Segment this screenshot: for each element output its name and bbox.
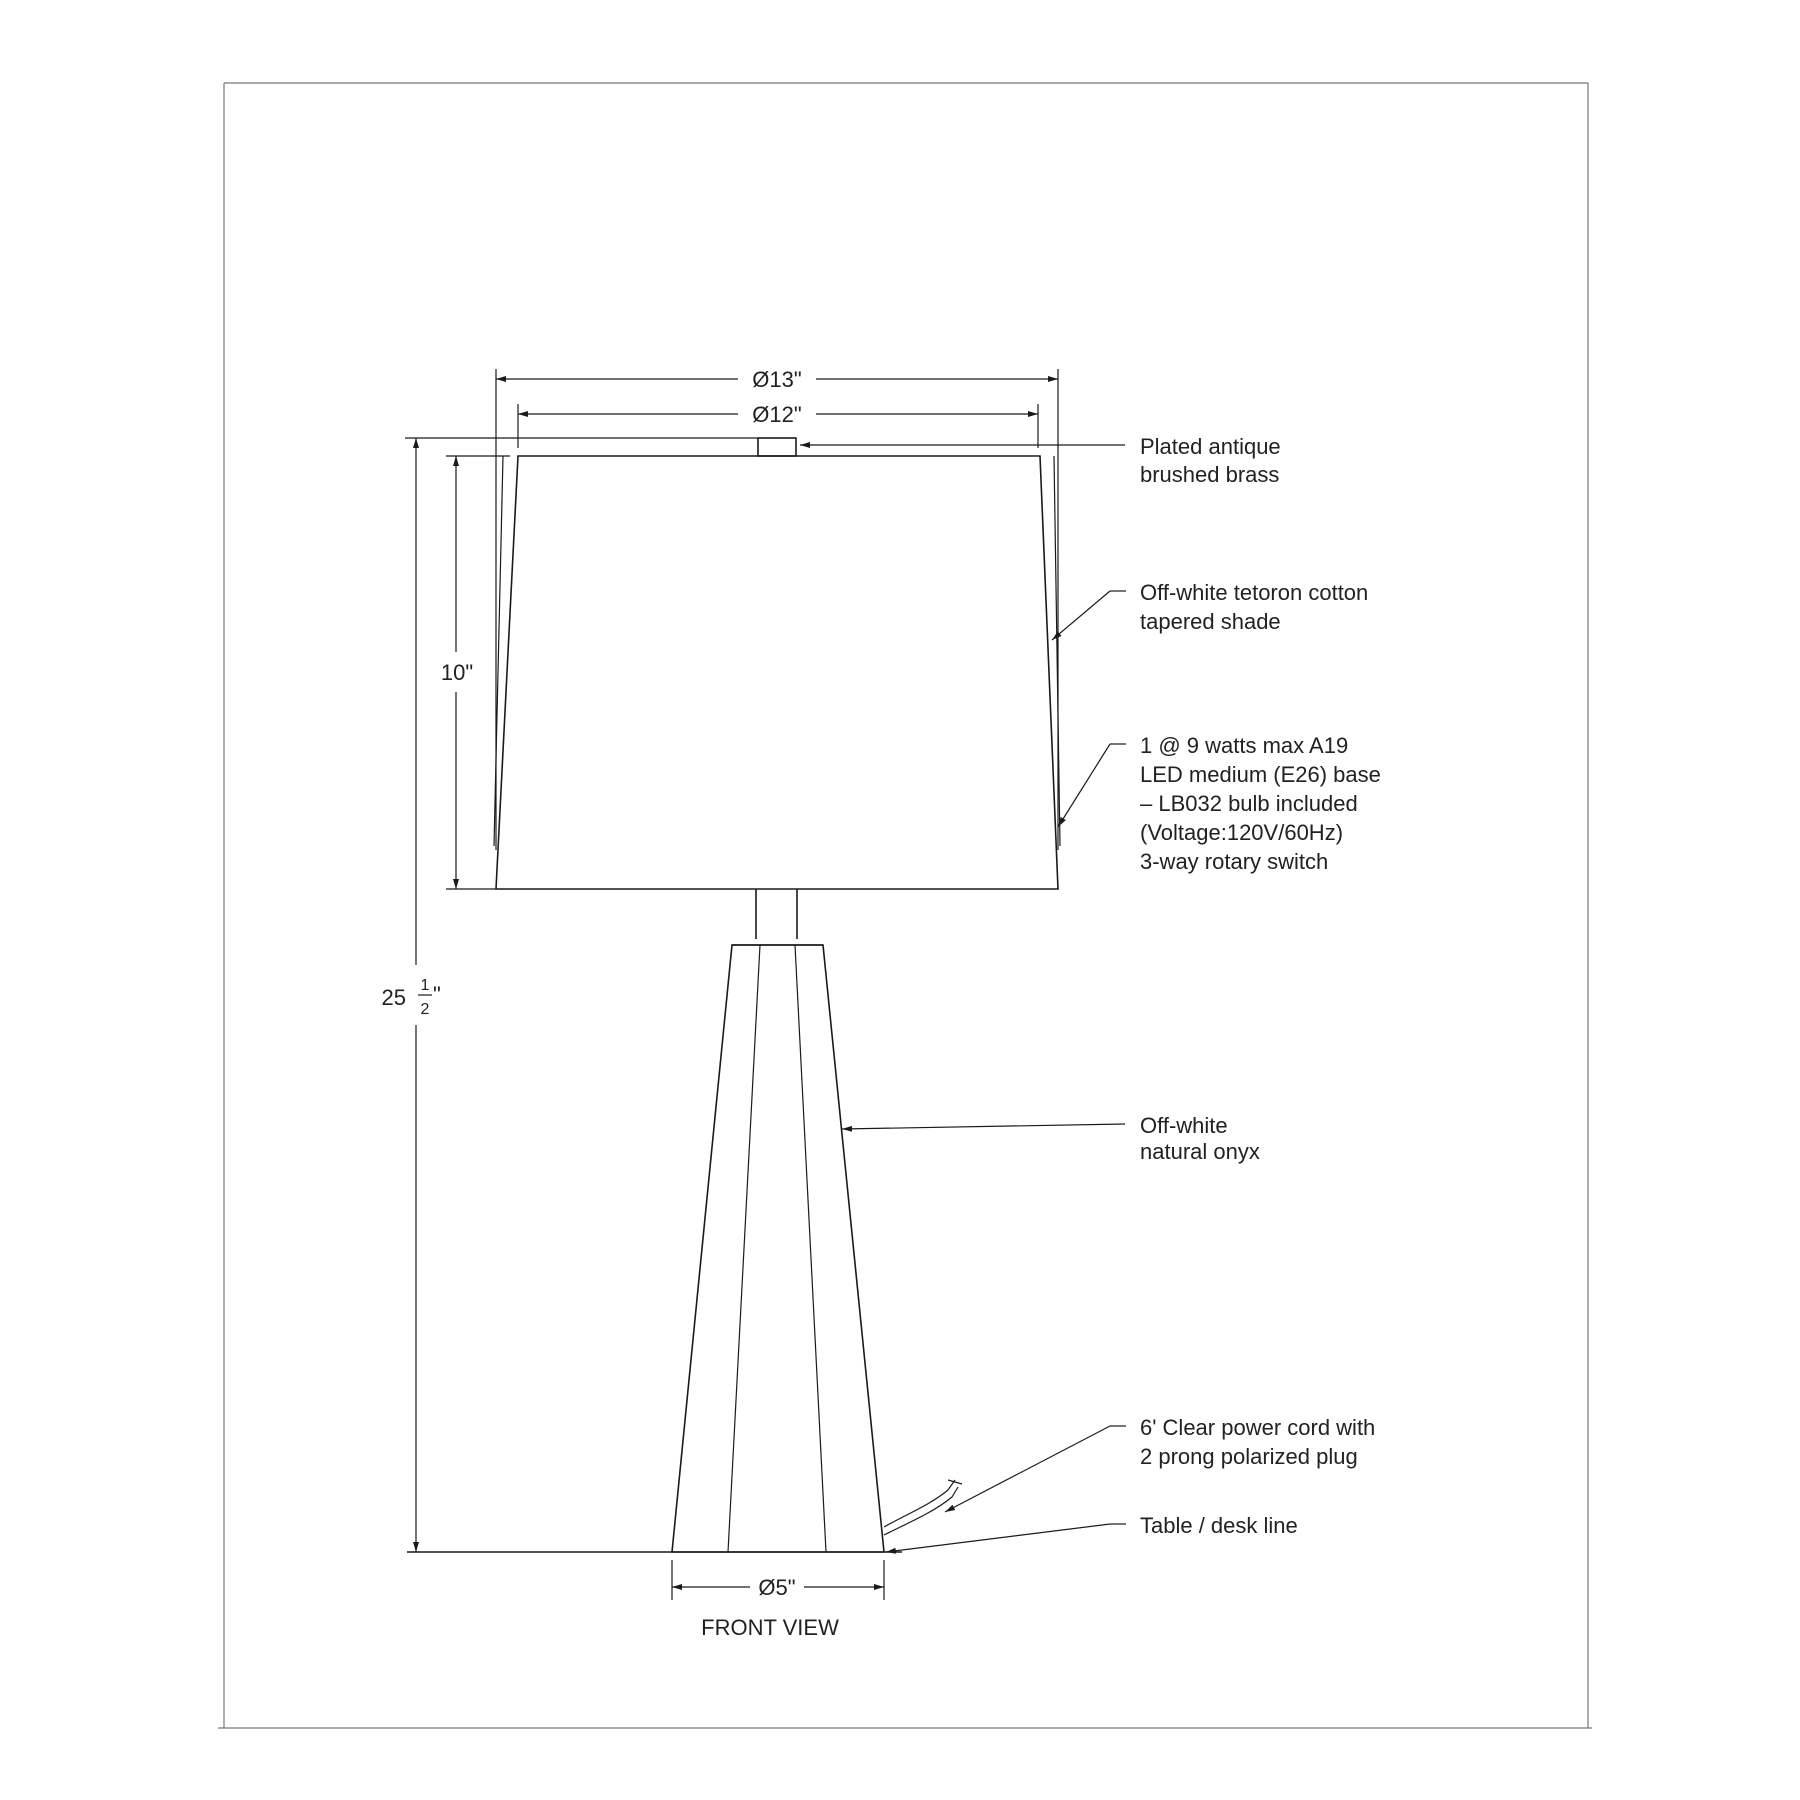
- callout-table-line-1: Table / desk line: [1140, 1513, 1298, 1538]
- callout-cord-line-1: 6' Clear power cord with: [1140, 1415, 1376, 1440]
- callout-body-line-1: Off-white: [1140, 1113, 1228, 1138]
- callout-finial-line-2: brushed brass: [1140, 462, 1280, 487]
- callout-cord-line-2: 2 prong polarized plug: [1140, 1444, 1358, 1469]
- callout-cord: [945, 1415, 1375, 1512]
- callout-bulb-line-5: 3-way rotary switch: [1140, 849, 1329, 874]
- callout-table: [886, 1513, 1298, 1552]
- power-cord: [884, 1480, 962, 1535]
- dim-shade-bottom-diameter: [496, 367, 1058, 850]
- dim-label-25: 25: [381, 985, 406, 1010]
- lamp-body: [672, 945, 884, 1552]
- dim-label-12: Ø12": [752, 402, 802, 427]
- dim-label-5: Ø5": [758, 1575, 796, 1600]
- callout-body: [842, 1113, 1260, 1164]
- dim-overall-height: [382, 438, 758, 1552]
- dim-base-diameter: [672, 1560, 884, 1600]
- callout-bulb-line-1: 1 @ 9 watts max A19: [1140, 733, 1349, 758]
- lamp-front-view: [494, 438, 1060, 1552]
- view-label: FRONT VIEW: [701, 1615, 839, 1640]
- callout-shade: [1052, 580, 1368, 640]
- callout-finial-line-1: Plated antique: [1140, 434, 1281, 459]
- dim-fraction-numerator: 1: [420, 977, 430, 994]
- finial: [758, 438, 796, 456]
- dim-fraction-denominator: 2: [420, 1001, 430, 1018]
- lamp-shade: [496, 456, 1058, 889]
- lamp-neck: [756, 889, 797, 939]
- callout-bulb-line-2: LED medium (E26) base: [1140, 762, 1381, 787]
- callout-bulb-line-4: (Voltage:120V/60Hz): [1140, 820, 1344, 845]
- dim-label-13: Ø13": [752, 367, 802, 392]
- callout-shade-line-2: tapered shade: [1140, 609, 1281, 634]
- dim-label-10: 10": [440, 660, 474, 685]
- dim-shade-top-diameter: [518, 402, 1038, 448]
- dim-label-inch: ": [433, 982, 441, 1007]
- callout-bulb-line-3: – LB032 bulb included: [1140, 791, 1358, 816]
- callout-body-line-2: natural onyx: [1140, 1139, 1260, 1164]
- callout-bulb: [1058, 733, 1381, 874]
- callout-shade-line-1: Off-white tetoron cotton: [1140, 580, 1369, 605]
- sheet-frame: [218, 83, 1592, 1728]
